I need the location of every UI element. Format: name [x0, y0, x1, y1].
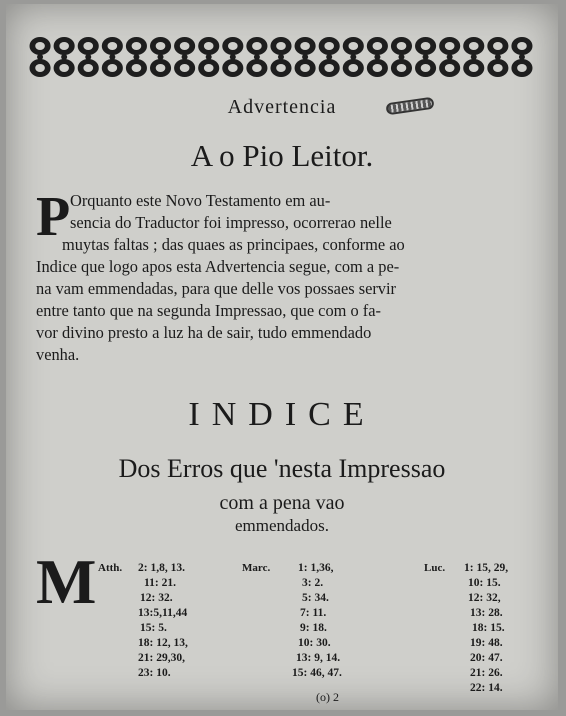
ornament-motif — [206, 54, 212, 60]
ornament-motif — [228, 42, 238, 50]
ornament-motif — [108, 42, 118, 50]
errata-entry: 23: 10. — [138, 667, 171, 679]
indice-heading: INDICE — [188, 396, 376, 433]
ornament-motif — [350, 54, 356, 60]
ornament-motif — [348, 42, 358, 50]
ornament-motif — [35, 64, 45, 72]
erros-heading: Dos Erros que 'nesta Impressao — [118, 454, 446, 483]
ornament-motif — [373, 64, 383, 72]
errata-entry: 15: 5. — [140, 622, 167, 634]
ornament-motif — [276, 42, 286, 50]
errata-entry: 19: 48. — [470, 637, 503, 649]
ornament-motif — [495, 54, 501, 60]
errata-entry: 21: 29,30, — [138, 652, 185, 664]
ornament-motif — [300, 42, 310, 50]
text-line: Indice que logo apos esta Advertencia segue, com a pe- — [36, 257, 400, 276]
ornament-motif — [109, 54, 115, 60]
ornament-motif — [447, 54, 453, 60]
ornament-motif — [228, 64, 238, 72]
ornament-motif — [300, 64, 310, 72]
ornament-motif — [445, 64, 455, 72]
errata-entry: 13: 9, 14. — [296, 652, 341, 664]
ornament-motif — [469, 64, 479, 72]
errata-entry: 1: 1,36, — [298, 562, 334, 574]
book-name: Marc. — [242, 562, 271, 574]
text-line: na vam emmendadas, para que delle vos possaes servir — [36, 279, 397, 298]
ornament-motif — [252, 64, 262, 72]
book-name: Atth. — [98, 562, 123, 574]
ornament-motif — [469, 42, 479, 50]
errata-entry: 12: 32, — [468, 592, 501, 604]
ornament-motif — [397, 42, 407, 50]
ornament-motif — [324, 42, 334, 50]
book-name: Luc. — [424, 562, 446, 574]
errata-entry: 10: 30. — [298, 637, 331, 649]
ornament-motif — [180, 42, 190, 50]
ornament-motif — [252, 42, 262, 50]
text-line: Orquanto este Novo Testamento em au- — [70, 191, 331, 210]
errata-entry: 13:5,11,44 — [138, 607, 188, 619]
ornament-motif — [326, 54, 332, 60]
ornament-motif — [493, 42, 503, 50]
ornament-motif — [85, 54, 91, 60]
errata-entry: 18: 12, 13, — [138, 637, 188, 649]
ornament-motif — [302, 54, 308, 60]
errata-entry: 22: 14. — [470, 682, 503, 694]
ornament-motif — [59, 64, 69, 72]
errata-entry: 3: 2. — [302, 577, 324, 589]
text-line: sencia do Traductor foi impresso, ocorrerao nelle — [70, 213, 392, 232]
ornament-motif — [132, 42, 142, 50]
errata-entry: 9: 18. — [300, 622, 327, 634]
text-line: venha. — [36, 345, 80, 364]
ornament-motif — [324, 64, 334, 72]
ornament-motif — [156, 42, 166, 50]
ornament-motif — [421, 42, 431, 50]
ornament-motif — [373, 42, 383, 50]
ornament-motif — [83, 64, 93, 72]
ornament-motif — [374, 54, 380, 60]
ornament-motif — [397, 64, 407, 72]
ornament-motif — [493, 64, 503, 72]
errata-entry: 5: 34. — [302, 592, 329, 604]
ornament-motif — [421, 64, 431, 72]
ornament-motif — [204, 42, 214, 50]
ornament-motif — [471, 54, 477, 60]
ornament-motif — [204, 64, 214, 72]
errata-entry: 7: 11. — [300, 607, 327, 619]
emmendados-heading: emmendados. — [235, 516, 329, 535]
errata-entry: 20: 47. — [470, 652, 503, 664]
ornament-motif — [445, 42, 455, 50]
ornament-motif — [37, 54, 43, 60]
ornament-motif — [35, 42, 45, 50]
ornament-motif — [517, 42, 527, 50]
errata-column-luke — [424, 562, 544, 702]
ornament-motif — [132, 64, 142, 72]
ornament-motif — [156, 64, 166, 72]
ornament-motif — [133, 54, 139, 60]
book-page — [6, 4, 558, 710]
errata-entry: 18: 15. — [472, 622, 505, 634]
errata-entry: 12: 32. — [140, 592, 173, 604]
pio-leitor-heading: A o Pio Leitor. — [190, 138, 374, 173]
ornament-motif — [276, 64, 286, 72]
errata-entry: 13: 28. — [470, 607, 503, 619]
ornament-motif — [83, 42, 93, 50]
errata-entry: 2: 1,8, 13. — [138, 562, 185, 574]
pena-heading: com a pena vao — [219, 492, 345, 514]
advertencia-heading: Advertencia — [227, 96, 337, 118]
ornament-motif — [59, 42, 69, 50]
ornament-border — [28, 32, 534, 82]
signature-mark: (o) 2 — [316, 690, 339, 704]
errata-entry: 15: 46, 47. — [292, 667, 342, 679]
errata-entry: 11: 21. — [144, 577, 176, 589]
ornament-motif — [61, 54, 67, 60]
errata-entry: 10: 15. — [468, 577, 501, 589]
ornament-motif — [398, 54, 404, 60]
ornament-motif — [517, 64, 527, 72]
text-line: vor divino presto a luz ha de sair, tudo emmendado — [36, 323, 372, 342]
ornament-motif — [519, 54, 525, 60]
ornament-motif — [180, 64, 190, 72]
errata-column-mark — [242, 562, 362, 692]
ornament-motif — [158, 54, 164, 60]
ornament-motif — [348, 64, 358, 72]
ornament-motif — [254, 54, 260, 60]
drop-cap-m: M — [36, 546, 97, 617]
text-line: muytas faltas ; das quaes as principaes, conforme ao — [62, 235, 405, 254]
drop-cap: P — [36, 186, 71, 248]
ornament-motif — [423, 54, 429, 60]
text-line: entre tanto que na segunda Impressao, que com o fa- — [36, 301, 381, 320]
ornament-motif — [278, 54, 284, 60]
errata-column-matthew — [98, 562, 218, 692]
errata-entry: 1: 15, 29, — [464, 562, 509, 574]
ornament-motif — [230, 54, 236, 60]
ornament-motif — [182, 54, 188, 60]
ornament-motif — [108, 64, 118, 72]
errata-entry: 21: 26. — [470, 667, 503, 679]
